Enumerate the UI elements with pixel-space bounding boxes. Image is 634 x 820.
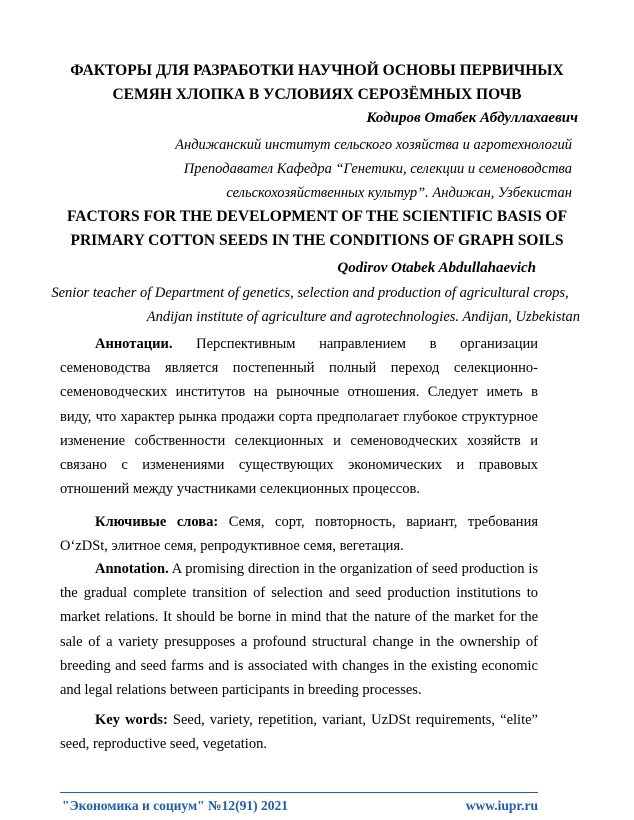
abstract-en-text: A promising direction in the organization of seed production is the gradual complete transition of selection and seed production institutions to market relations. It should be borne in mind that the nature of the market for the sale of a variety presupposes a profound structural change in the ownership of breeding and seed farms and is associated with changes in the existing economic and legal relations between participants in breeding processes.: [60, 561, 538, 699]
footer-divider: [60, 792, 538, 793]
title-en-line2: PRIMARY COTTON SEEDS IN THE CONDITIONS OF GRAPH SOILS: [70, 232, 564, 249]
keywords-ru-text: Семя, сорт, повторность, вариант, требования O‘zDSt, элитное семя, репродуктивное семя, вегетация.: [60, 514, 539, 555]
title-en-line1: FACTORS FOR THE DEVELOPMENT OF THE SCIENTIFIC BASIS OF: [66, 208, 568, 225]
affil-en-line2: Andijan institute of agriculture and agrotechnologies. Andijan, Uzbekistan: [146, 309, 580, 325]
title-ru-line2: СЕМЯН ХЛОПКА В УСЛОВИЯХ СЕРОЗЁМНЫХ ПОЧВ: [112, 86, 522, 103]
keywords-en-label: Key words:: [95, 712, 168, 728]
title-english: [56, 205, 578, 253]
abstract-en-label: Annotation.: [95, 561, 169, 577]
footer-journal: "Экономика и социум" №12(91) 2021: [62, 798, 288, 813]
affil-ru-line2: Преподавател Кафедра “Генетики, селекции и семеноводства: [183, 161, 572, 177]
title-russian: [60, 59, 574, 107]
keywords-en-text: Seed, variety, repetition, variant, UzDSt requirements, “elite” seed, reproductive seed, vegetation.: [60, 712, 538, 753]
abstract-english: [60, 557, 538, 702]
affil-ru-line3: сельскохозяйственных культур”. Андижан, Узбекистан: [226, 185, 572, 201]
abstract-ru-label: Аннотации.: [95, 336, 173, 352]
author-russian: Кодиров Отабек Абдуллахаевич: [366, 110, 578, 126]
author-english: Qodirov Otabek Abdullahaevich: [337, 260, 536, 276]
footer-website-link[interactable]: www.iupr.ru: [465, 798, 538, 813]
affil-en-line1: Senior teacher of Department of genetics, selection and production of agricultural crops,: [51, 285, 569, 301]
title-ru-line1: ФАКТОРЫ ДЛЯ РАЗРАБОТКИ НАУЧНОЙ ОСНОВЫ ПЕРВИЧНЫХ: [70, 62, 564, 79]
abstract-russian: [60, 332, 538, 501]
keywords-ru-label: Ключивые слова:: [95, 514, 219, 530]
keywords-english: [60, 708, 538, 756]
affil-ru-line1: Андижанский институт сельского хозяйства и агротехнологий: [175, 137, 572, 153]
affiliation-russian: [92, 133, 572, 205]
keywords-russian: [60, 510, 538, 558]
affiliation-english: [40, 281, 580, 329]
abstract-ru-text: Перспективным направлением в организации семеноводства является постепенный полный переход селекционно-семеноводческих институтов на рыночные отношения. Следует иметь в виду, что характер рынка продажи сорта предполагает глубокое структурное изменение собственности селекционных и семеноводческих хозяйств и связано с изменениями существующих экономических и правовых отношений между участниками селекционных процессов.: [60, 336, 538, 498]
